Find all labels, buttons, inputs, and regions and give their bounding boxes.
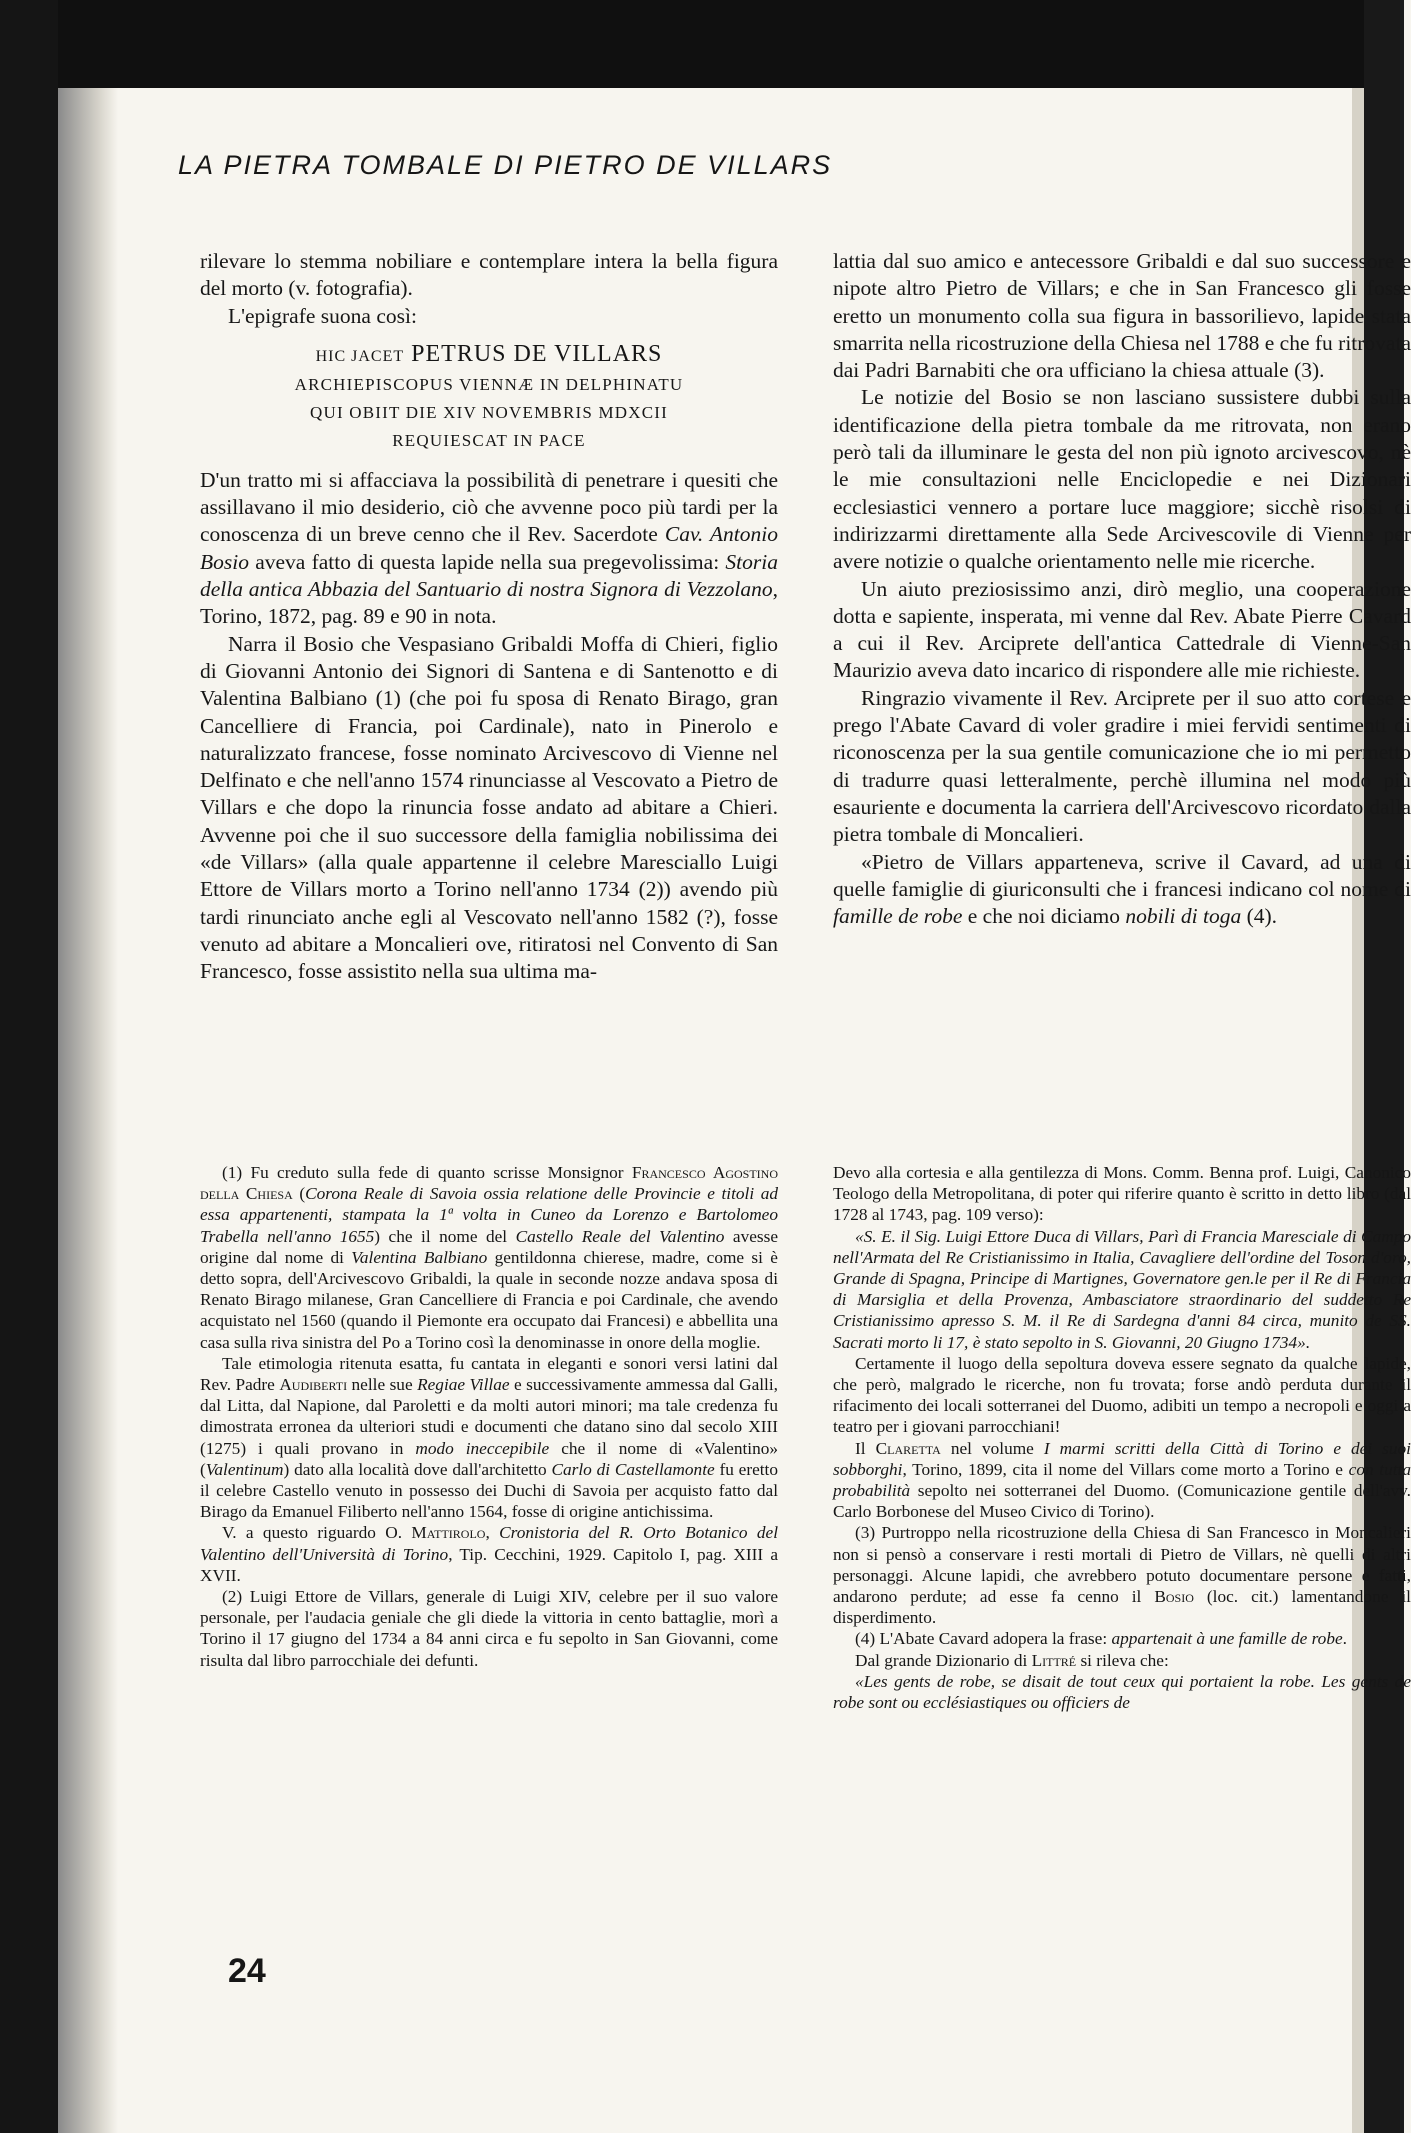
epigraph-line: ARCHIEPISCOPUS VIENNÆ IN DELPHINATU xyxy=(294,374,684,394)
paragraph: «Pietro de Villars apparteneva, scrive il Cavard, ad una di quelle famiglie di giuriconsulti che i francesi indicano col nome di famille de robe e che noi diciamo nobili di toga (4). xyxy=(833,849,1411,929)
footnote-paragraph: Dal grande Dizionario di Littré si rileva che: xyxy=(855,1650,1169,1670)
footnote-paragraph: Devo alla cortesia e alla gentilezza di Mons. Comm. Benna prof. Luigi, Canonico Teologo della Metropolitana, di poter qui riferire quanto è scritto in detto libro (dal 1728 al 1743, pag. 109 verso): xyxy=(833,1163,1411,1225)
paragraph: Narra il Bosio che Vespasiano Gribaldi Moffa di Chieri, figlio di Giovanni Antonio dei Signori di Santena e di Santenotto e di Valentina Balbiano (1) (che poi fu sposa di Renato Birago, gran Cancelliere di Francia, poi Cardinale), nato in Pinerolo e naturalizzato francese, fosse nominato Arcivescovo di Vienne nel Delfinato e che nell'anno 1574 rinunciasse al Vescovato a Pietro de Villars e che dopo la rinuncia fosse andato ad abitare a Chieri. Avvenne poi che il suo successore della famiglia nobilissima dei «de Villars» (alla quale appartenne il celebre Maresciallo Luigi Ettore de Villars morto a Torino nell'anno 1734 (2)) avendo più tardi rinunciato anche egli al Vescovato nell'anno 1582 (?), fosse venuto ad abitare a Moncalieri ove, ritiratosi nel Convento di San Francesco, fosse assistito nella sua ultima ma- xyxy=(200,631,778,984)
footnote-quote: «S. E. il Sig. Luigi Ettore Duca di Villars, Parì di Francia Maresciale di Campo nell'Armata del Re Cristianissimo in Italia, Cavagliere dell'ordine del Toson d'oro, Grande di Spagna, Principe di Martignes, Governatore gen.le per il Re di Francia di Marsiglia et della Provenza, Ambasciatore straordinario del suddetto Re Cristianissimo apresso S. M. il Re di Sardegna d'anni 84 circa, munito de SS. Sacrati morto li 17, è stato sepolto in S. Giovanni, 20 Giugno 1734». xyxy=(833,1226,1411,1352)
epigraph xyxy=(200,340,778,455)
footnote-2: (2) Luigi Ettore de Villars, generale di Luigi XIV, celebre per il suo valore personale, per l'audacia geniale che gli diede la vittoria in cento battaglie, morì a Torino il 17 giugno del 1734 a 84 anni circa e fu sepolto in San Giovanni, come risulta dal libro parrocchiale dei defunti. xyxy=(200,1587,778,1670)
left-column xyxy=(200,248,778,986)
epigraph-name: PETRUS DE VILLARS xyxy=(411,340,663,367)
paragraph: Un aiuto preziosissimo anzi, dirò meglio, una cooperazione dotta e sapiente, insperata, mi venne dal Rev. Abate Pierre Cavard a cui il Rev. Arciprete dell'antica Cattedrale di Vienne-San Maurizio aveva dato incarico di rispondere alle mie richieste. xyxy=(833,576,1411,683)
paragraph: D'un tratto mi si affacciava la possibilità di penetrare i quesiti che assillavano il mio desiderio, ciò che avvenne poco più tardi per la conoscenza di un breve cenno che il Rev. Sacerdote Cav. Antonio Bosio aveva fatto di questa lapide nella sua pregevolissima: Storia della antica Abbazia del Santuario di nostra Signora di Vezzolano, Torino, 1872, pag. 89 e 90 in nota. xyxy=(200,467,778,629)
footnote-paragraph: Il Claretta nel volume I marmi scritti della Città di Torino e dei suoi sobborghi, Torino, 1899, cita il nome del Villars come morto a Torino e con tutta probabilità sepolto nei sotterranei del Duomo. (Comunicazione gentile dell'avv. Carlo Borbonese del Museo Civico di Torino). xyxy=(833,1438,1411,1522)
running-head: LA PIETRA TOMBALE DI PIETRO DE VILLARS xyxy=(178,150,833,180)
footnote-paragraph: Tale etimologia ritenuta esatta, fu cantata in eleganti e sonori versi latini dal Rev. Padre Audiberti nelle sue Regiae Villae e successivamente ammessa dal Galli, dal Litta, dal Napione, dal Paroletti e da molti autori minori; ma tale credenza fu dimostrata erronea da ulteriori studi e documenti che datano sino dal secolo XIII (1275) i quali provano in modo ineccepibile che il nome di «Valentino» (Valentinum) dato alla località dove dall'architetto Carlo di Castellamonte fu eretto il celebre Castello venuto in possesso dei Duchi di Savoia per acquisto fatto dal Birago da Emanuel Filiberto nell'anno 1564, fosse di origine antichissima. xyxy=(200,1353,778,1522)
footnotes-left xyxy=(200,1162,778,1671)
paragraph: Le notizie del Bosio se non lasciano sussistere dubbi sulla identificazione della pietra tombale da me ritrovata, non erano però tali da illuminare le gesta del non più ignoto arcivescovo, nè le mie consultazioni nelle Enciclopedie e nei Dizionari ecclesiastici vennero a portare luce maggiore; sicchè risolsi di indirizzarmi direttamente alla Sede Arcivescovile di Vienne per avere notizie o qualche orientamento nelle mie ricerche. xyxy=(833,385,1411,574)
epigraph-line: REQUIESCAT IN PACE xyxy=(392,430,586,450)
footnote-4: (4) L'Abate Cavard adopera la frase: appartenait à une famille de robe. xyxy=(855,1629,1347,1649)
book-gutter-shadow xyxy=(58,88,118,2133)
paragraph: L'epigrafe suona così: xyxy=(228,303,417,328)
footnotes-right xyxy=(833,1162,1411,1713)
paragraph: lattia dal suo amico e antecessore Gribaldi e dal suo successore e nipote altro Pietro de Villars; e che in San Francesco gli fosse eretto un monumento colla sua figura in bassorilievo, lapide stata smarrita nella ricostruzione della Chiesa nel 1788 e che fu ritrovata dai Padri Barnabiti che ora ufficiano la chiesa attuale (3). xyxy=(833,249,1411,383)
epigraph-line: HIC JACET xyxy=(315,347,405,365)
footnote-1: (1) Fu creduto sulla fede di quanto scrisse Monsignor Francesco Agostino della Chiesa (Corona Reale di Savoia ossia relatione delle Provincie e titoli ad essa appartenenti, stampata la 1ª volta in Cuneo da Lorenzo e Bartolomeo Trabella nell'anno 1655) che il nome del Castello Reale del Valentino avesse origine dal nome di Valentina Balbiano gentildonna chierese, madre, come si è detto sopra, dell'Arcivescovo Gribaldi, la quale in seconde nozze andava sposa di Renato Birago milanese, Gran Cancelliere di Francia e poi Cardinale, che avendo acquistato nel 1560 (quando il Piemonte era occupato dai Francesi) e abbellita una casa sulla riva sinistra del Po a Torino così la denominasse in onore della moglie. xyxy=(200,1163,778,1352)
footnote-3: (3) Purtroppo nella ricostruzione della Chiesa di San Francesco in Moncalieri non si pensò a conservare i resti mortali di Pietro de Villars, nè quelli di altri personaggi. Alcune lapidi, che avrebbero potuto documentare persone e fatti, andarono perdute; ad esse fa cenno il Bosio (loc. cit.) lamentandone il disperdimento. xyxy=(833,1523,1411,1628)
footnote-paragraph: V. a questo riguardo O. Mattirolo, Cronistoria del R. Orto Botanico del Valentino dell'Università di Torino, Tip. Cecchini, 1929. Capitolo I, pag. XIII a XVII. xyxy=(200,1523,778,1585)
scan-top-border xyxy=(0,0,1404,88)
scan-left-border xyxy=(0,0,58,2133)
page-number: 24 xyxy=(228,1952,266,1990)
epigraph-line: QUI OBIIT DIE XIV NOVEMBRIS MDXCII xyxy=(310,402,668,422)
paragraph: rilevare lo stemma nobiliare e contemplare intera la bella figura del morto (v. fotografia). xyxy=(200,249,778,301)
right-column xyxy=(833,248,1411,930)
paragraph: Ringrazio vivamente il Rev. Arciprete per il suo atto cortese e prego l'Abate Cavard di voler gradire i miei fervidi sentimenti di riconoscenza per la sua gentile comunicazione che io mi permetto di tradurre quasi letteralmente, perchè illumina nel modo più esauriente e documenta la carriera dell'Arcivescovo ricordato dalla pietra tombale di Moncalieri. xyxy=(833,685,1411,847)
footnote-quote: «Les gents de robe, se disait de tout ceux qui portaient la robe. Les gents de robe sont ou ecclésiastiques ou officiers de xyxy=(833,1671,1411,1713)
footnote-paragraph: Certamente il luogo della sepoltura doveva essere segnato da qualche lapide, che però, malgrado le ricerche, non fu trovata; forse andò perduta durante il rifacimento dei locali sotterranei del Duomo, adibiti un tempo a necropoli e oggi a teatro per i giovani parrocchiani! xyxy=(833,1353,1411,1437)
